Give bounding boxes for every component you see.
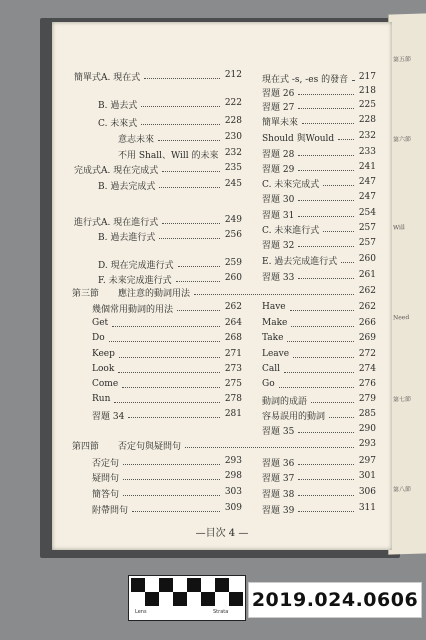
table-of-contents [52,22,392,550]
dot-leader [311,402,354,403]
toc-entry-title: 習題 39 [262,506,295,516]
dot-leader [298,200,354,201]
toc-entry [74,70,140,83]
toc-entry-title: 完成式A. 現在完成式 [74,166,159,176]
toc-page-number: 260 [224,273,242,283]
dot-leader [194,294,354,295]
toc-entry-title: 不用 Shall、Will 的未來 [118,151,219,161]
dot-leader [298,479,354,480]
toc-page-number: 257 [358,223,376,233]
toc-entry [262,86,294,99]
toc-page-number: 266 [358,318,376,328]
toc-entry [98,230,155,243]
dot-leader [123,495,220,496]
dot-leader [279,387,354,388]
toc-entry [92,349,115,359]
toc-page-number: 293 [224,456,242,466]
toc-entry [74,215,158,228]
toc-entry-title: 習題 31 [262,211,295,221]
toc-page-number: 278 [224,394,242,404]
toc-entry [262,318,287,328]
toc-entry [74,163,158,176]
toc-entry [262,162,294,175]
dot-leader [123,479,220,480]
toc-page-number: 259 [224,258,242,268]
toc-entry [262,208,294,221]
toc-entry-title: 疑問句 [92,474,120,484]
toc-entry-title: E. 過去完成進行式 [262,257,338,267]
dot-leader [298,216,354,217]
toc-entry [262,409,325,422]
toc-page-number: 241 [358,162,376,172]
toc-entry-title: B. 過去完成式 [98,182,156,192]
toc-entry-title: Come [92,379,119,389]
toc-page-number: 272 [358,349,376,359]
dot-leader [177,310,220,311]
dot-leader [323,185,354,186]
toc-page-number: 303 [224,487,242,497]
toc-entry [262,223,319,236]
toc-entry-title: Get [92,318,109,328]
toc-entry-title: Keep [92,349,115,359]
toc-page-number: 222 [224,98,242,108]
toc-entry [262,115,298,128]
toc-page-number: 306 [358,487,376,497]
dot-leader [302,123,354,124]
facing-page-edge: 第五節 第六節 Will Need 第七節 第八節 [388,13,426,554]
toc-page-number: 262 [358,302,376,312]
dot-leader [290,310,354,311]
toc-entry [98,116,137,129]
toc-entry [262,349,289,359]
toc-page-number: 256 [224,230,242,240]
toc-entry-title: 習題 32 [262,241,295,251]
toc-entry [92,487,119,500]
toc-entry-title: 簡單未來 [262,118,299,128]
dot-leader [298,155,354,156]
toc-page-number: 271 [224,349,242,359]
toc-entry [262,503,294,516]
toc-entry [92,471,119,484]
section-label: 第三節 [72,289,100,299]
section-title: 應注意的動詞用法 [118,289,191,299]
dot-leader [128,417,220,418]
toc-page-number: 274 [358,364,376,374]
toc-page-number: 230 [224,132,242,142]
toc-entry-title: 習題 26 [262,89,295,99]
toc-entry-title: Make [262,318,288,328]
toc-page-number: 218 [358,86,376,96]
dot-leader [293,357,354,358]
toc-entry [118,132,154,145]
toc-entry-title: 否定句 [92,459,120,469]
toc-entry [262,471,294,484]
toc-entry-title: Have [262,302,286,312]
dot-leader [298,511,354,512]
page-footer: —目次 4 — [195,528,249,539]
toc-page-number: 276 [358,379,376,389]
dot-leader [159,187,220,188]
toc-entry [262,302,286,312]
toc-page-number: 249 [224,215,242,225]
toc-entry-title: B. 過去進行式 [98,233,156,243]
toc-entry-title: 習題 36 [262,459,295,469]
toc-page-number: 228 [358,115,376,125]
dot-leader [114,402,220,403]
dot-leader [298,170,354,171]
dot-leader [109,341,220,342]
dot-leader [323,231,354,232]
toc-entry [262,238,294,251]
toc-page-number: 260 [358,254,376,264]
dot-leader [298,246,354,247]
toc-entry [98,98,137,111]
dot-leader [329,417,354,418]
toc-entry-title: 習題 29 [262,165,295,175]
toc-page-number: 268 [224,333,242,343]
toc-entry [92,318,108,328]
color-scale-bar [128,575,246,621]
toc-entry [92,456,119,469]
scale-caption-right: Strata [213,609,229,615]
toc-entry [262,131,334,144]
toc-page-number: 264 [224,318,242,328]
dot-leader [338,139,354,140]
dot-leader [298,278,354,279]
dot-leader [291,326,354,327]
dot-leader [284,372,354,373]
toc-entry-title: 習題 30 [262,195,295,205]
toc-page-number: 233 [358,147,376,157]
dot-leader [341,262,354,263]
toc-entry-title: Should 與Would [262,134,335,144]
toc-entry-title: Go [262,379,275,389]
dot-leader [176,281,220,282]
toc-entry-title: Look [92,364,115,374]
dot-leader [141,106,220,107]
dot-leader [298,432,354,433]
toc-entry [262,333,283,343]
toc-entry [262,254,337,267]
toc-entry-title: 習題 28 [262,150,295,160]
dot-leader [178,266,220,267]
toc-entry [98,273,172,286]
toc-entry-title: 附帶問句 [92,506,129,516]
dot-leader [162,171,220,172]
toc-entry-title: 習題 27 [262,103,295,113]
toc-page [52,22,392,550]
dot-leader [298,464,354,465]
toc-page-number: 235 [224,163,242,173]
toc-entry-title: Call [262,364,281,374]
dot-leader [298,94,354,95]
toc-entry-title: 現在式 -s, -es 的發音 [262,75,349,85]
dot-leader [112,326,220,327]
toc-page-number: 254 [358,208,376,218]
section-page-number: 262 [358,286,376,296]
toc-entry [262,394,307,407]
dot-leader [118,372,220,373]
toc-entry-title: D. 現在完成進行式 [98,261,174,271]
toc-page-number: 261 [358,270,376,280]
toc-page-number: 298 [224,471,242,481]
dot-leader [141,124,220,125]
toc-page-number: 257 [358,238,376,248]
toc-page-number: 273 [224,364,242,374]
toc-entry [262,364,280,374]
dot-leader [298,108,354,109]
toc-entry [98,179,155,192]
toc-entry-title: 習題 33 [262,273,295,283]
toc-page-number: 232 [358,131,376,141]
toc-page-number: 225 [358,100,376,110]
toc-entry [118,148,219,161]
dot-leader [119,357,220,358]
toc-page-number: 217 [358,72,376,82]
toc-entry-title: C. 未來式 [98,119,138,129]
toc-page-number: 247 [358,192,376,202]
dot-leader [158,140,220,141]
dot-leader [159,238,220,239]
toc-entry-title: 意志未來 [118,135,155,145]
toc-entry [262,456,294,469]
toc-page-number: 212 [224,70,242,80]
toc-entry-title: Leave [262,349,290,359]
toc-entry-title: 習題 35 [262,427,295,437]
dot-leader [298,495,354,496]
toc-page-number: 228 [224,116,242,126]
dot-leader [122,387,220,388]
toc-entry-title: 習題 38 [262,490,295,500]
toc-entry [262,487,294,500]
toc-entry [262,147,294,160]
toc-page-number: 247 [358,177,376,187]
toc-page-number: 285 [358,409,376,419]
dot-leader [123,464,220,465]
dot-leader [132,511,220,512]
toc-entry [262,424,294,437]
toc-entry [92,302,173,315]
toc-entry-title: C. 未來完成式 [262,180,320,190]
toc-page-number: 279 [358,394,376,404]
toc-entry [92,394,110,404]
toc-entry [92,364,114,374]
toc-entry [262,379,275,389]
toc-entry [98,258,174,271]
toc-entry-title: 幾個常用動詞的用法 [92,305,174,315]
toc-page-number: 232 [224,148,242,158]
dot-leader [287,341,354,342]
toc-page-number: 309 [224,503,242,513]
toc-entry [92,333,105,343]
section-page-number: 293 [358,439,376,449]
toc-entry-title: 簡單式A. 現在式 [74,73,141,83]
toc-entry-title: 容易誤用的動詞 [262,412,326,422]
toc-entry-title: F. 未來完成進行式 [98,276,172,286]
toc-entry [262,100,294,113]
toc-entry-title: 進行式A. 現在進行式 [74,218,159,228]
toc-page-number: 311 [358,503,376,513]
toc-page-number: 269 [358,333,376,343]
toc-page-number: 290 [358,424,376,434]
toc-page-number: 245 [224,179,242,189]
toc-entry [262,270,294,283]
dot-leader [162,223,220,224]
toc-entry-title: 動詞的成語 [262,397,308,407]
toc-page-number: 275 [224,379,242,389]
toc-page-number: 262 [224,302,242,312]
toc-entry-title: Run [92,394,111,404]
dot-leader [144,78,220,79]
toc-entry [262,72,348,85]
toc-entry [262,177,319,190]
toc-entry-title: 習題 37 [262,474,295,484]
toc-entry [92,379,118,389]
toc-entry-title: B. 過去式 [98,101,138,111]
toc-entry [92,409,124,422]
section-title: 否定句與疑問句 [118,442,182,452]
toc-entry-title: 簡答句 [92,490,120,500]
toc-entry [92,503,128,516]
section-label: 第四節 [72,442,100,452]
toc-entry-title: Do [92,333,105,343]
toc-entry-title: 習題 34 [92,412,125,422]
toc-page-number: 297 [358,456,376,466]
scale-caption-left: Lens [135,609,147,615]
toc-page-number: 301 [358,471,376,481]
toc-page-number: 281 [224,409,242,419]
toc-entry [262,192,294,205]
toc-entry-title: C. 未來進行式 [262,226,320,236]
accession-number-label: 2019.024.0606 [248,582,422,618]
dot-leader [185,447,354,448]
toc-entry-title: Take [262,333,284,343]
